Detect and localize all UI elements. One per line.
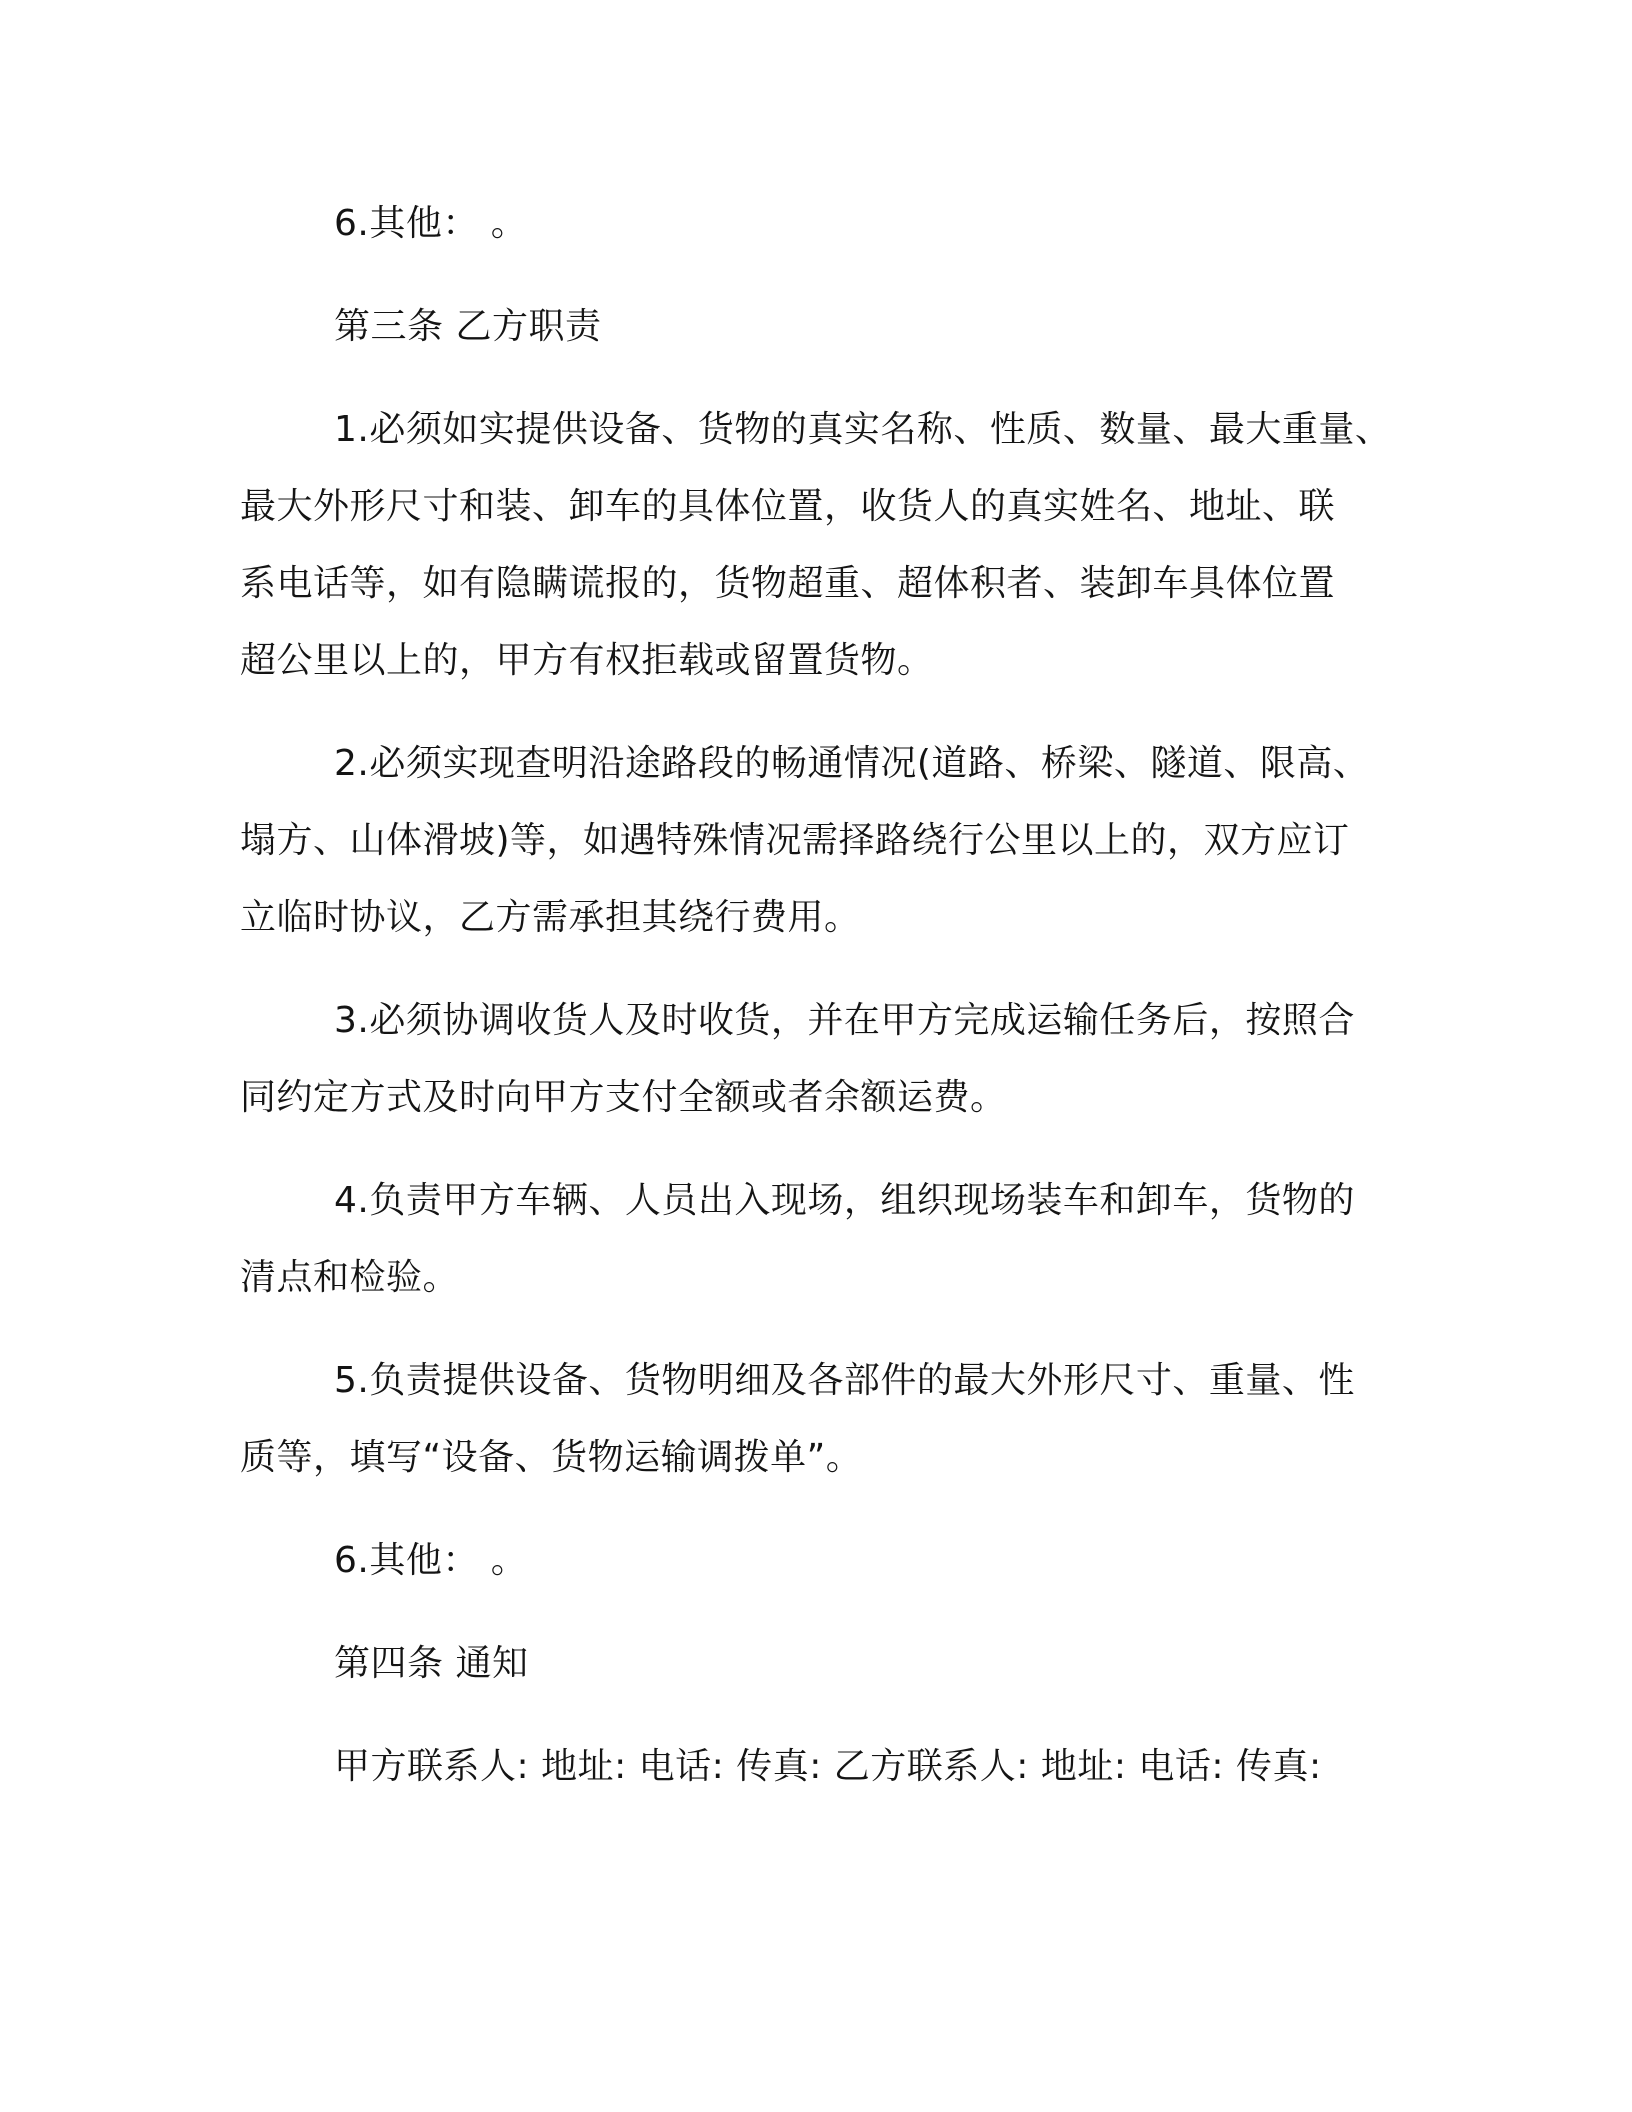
text-line: 系电话等，如有隐瞒谎报的，货物超重、超体积者、装卸车具体位置 — [240, 563, 1336, 604]
paragraph-duty-2 — [240, 725, 1412, 956]
text-line: 第三条 乙方职责 — [334, 306, 602, 347]
paragraph-other-1 — [240, 185, 1412, 262]
text-line: 超公里以上的，甲方有权拒载或留置货物。 — [240, 640, 934, 681]
text-line: 3.必须协调收货人及时收货，并在甲方完成运输任务后，按照合 — [334, 1000, 1355, 1041]
text-line: 4.负责甲方车辆、人员出入现场，组织现场装车和卸车，货物的 — [334, 1180, 1355, 1221]
text-line: 5.负责提供设备、货物明细及各部件的最大外形尺寸、重量、性 — [334, 1360, 1355, 1401]
article-4-heading — [240, 1625, 1412, 1702]
text-line: 塌方、山体滑坡)等，如遇特殊情况需择路绕行公里以上的，双方应订 — [240, 820, 1350, 861]
article-3-heading — [240, 288, 1412, 365]
text-line: 6.其他： 。 — [334, 203, 528, 244]
contact-info-line — [240, 1728, 1412, 1805]
text-line: 最大外形尺寸和装、卸车的具体位置，收货人的真实姓名、地址、联 — [240, 486, 1336, 527]
text-line: 第四条 通知 — [334, 1643, 529, 1684]
text-line: 甲方联系人: 地址: 电话: 传真: 乙方联系人: 地址: 电话: 传真: — [334, 1746, 1322, 1787]
paragraph-duty-1 — [240, 391, 1412, 699]
text-line: 6.其他： 。 — [334, 1540, 528, 1581]
text-line: 2.必须实现查明沿途路段的畅通情况(道路、桥梁、隧道、限高、 — [334, 743, 1370, 784]
text-line: 1.必须如实提供设备、货物的真实名称、性质、数量、最大重量、 — [334, 409, 1392, 450]
text-line: 清点和检验。 — [240, 1257, 460, 1298]
text-line: 质等，填写“设备、货物运输调拨单”。 — [240, 1437, 863, 1478]
paragraph-duty-4 — [240, 1162, 1412, 1316]
paragraph-duty-5 — [240, 1342, 1412, 1496]
document-page — [240, 185, 1412, 1831]
paragraph-duty-3 — [240, 982, 1412, 1136]
paragraph-other-2 — [240, 1522, 1412, 1599]
text-line: 立临时协议，乙方需承担其绕行费用。 — [240, 897, 861, 938]
text-line: 同约定方式及时向甲方支付全额或者余额运费。 — [240, 1077, 1007, 1118]
